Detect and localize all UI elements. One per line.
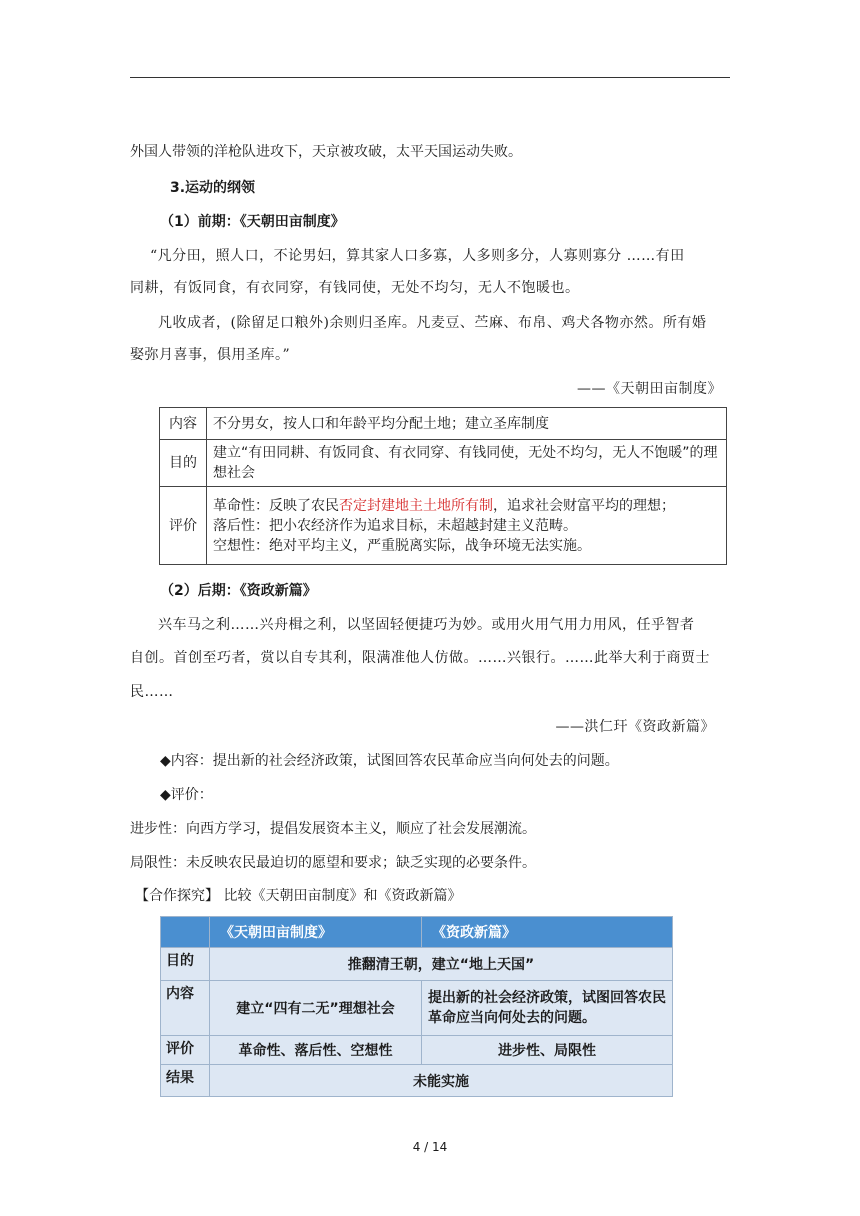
table-cell-label: 目的	[160, 440, 207, 487]
table-cell: 建立“有田同耕、有饭同食、有衣同穿、有钱同使，无处不均匀，无人不饱暖”的理想社会	[207, 440, 727, 487]
text-line: 进步性：向西方学习，提倡发展资本主义，顺应了社会发展潮流。	[130, 821, 536, 837]
table-cell-label: 内容	[160, 408, 207, 440]
subsection-heading: （1）前期：《天朝田亩制度》	[160, 214, 345, 230]
quote-line: 凡收成者，(除留足口粮外)余则归圣库。凡麦豆、苎麻、布帛、鸡犬各物亦然。所有婚	[158, 315, 707, 331]
comparison-table	[160, 916, 673, 1097]
quote-line: 民……	[130, 684, 174, 700]
table-cell: 未能实施	[210, 1065, 673, 1097]
table-cell: 提出新的社会经济政策，试图回答农民革命应当向何处去的问题。	[422, 981, 673, 1036]
evaluation-line: 空想性：绝对平均主义，严重脱离实际，战争环境无法实施。	[213, 537, 591, 554]
quote-source: ——洪仁玕《资政新篇》	[555, 719, 715, 735]
text-line: 外国人带领的洋枪队进攻下，天京被攻破，太平天国运动失败。	[130, 144, 522, 160]
table-cell: 建立“四有二无”理想社会	[210, 981, 422, 1036]
table-cell: 进步性、局限性	[422, 1036, 673, 1065]
text-line: ◆内容：提出新的社会经济政策，试图回答农民革命应当向何处去的问题。	[160, 753, 619, 769]
table-row-label: 内容	[161, 981, 210, 1036]
section-heading: 3.运动的纲领	[170, 180, 256, 196]
evaluation-text: 革命性：反映了农民	[213, 497, 339, 514]
quote-line: 同耕，有饭同食，有衣同穿，有钱同使，无处不均匀，无人不饱暖也。	[130, 280, 580, 296]
table-header: 《天朝田亩制度》	[210, 917, 422, 948]
table-cell: 不分男女，按人口和年龄平均分配土地；建立圣库制度	[207, 408, 727, 440]
text-line: ◆评价：	[160, 787, 213, 803]
table-header-corner	[161, 917, 210, 948]
table-cell-label: 评价	[160, 487, 207, 565]
evaluation-line	[213, 496, 720, 516]
quote-line: 娶弥月喜事，俱用圣库。”	[130, 347, 291, 363]
subsection-heading: （2）后期：《资政新篇》	[160, 583, 317, 599]
evaluation-line: 落后性：把小农经济作为追求目标，未超越封建主义范畴。	[213, 517, 577, 534]
table-row-label: 评价	[161, 1036, 210, 1065]
text-line: 【合作探究】 比较《天朝田亩制度》和《资政新篇》	[135, 888, 462, 904]
quote-source: ——《天朝田亩制度》	[577, 381, 722, 397]
evaluation-text: ，追求社会财富平均的理想；	[493, 497, 675, 514]
quote-line: 自创。首创至巧者，赏以自专其利，限满准他人仿做。……兴银行。……此举大利于商贾士	[130, 650, 710, 666]
table-header: 《资政新篇》	[422, 917, 673, 948]
highlight-text: 否定封建地主土地所有制	[339, 497, 493, 514]
page-number: 4 / 14	[412, 1140, 448, 1154]
table-row-label: 结果	[161, 1065, 210, 1097]
table-cell: 革命性、落后性、空想性	[210, 1036, 422, 1065]
table-cell: 推翻清王朝，建立“地上天国”	[210, 948, 673, 981]
quote-line: “凡分田，照人口，不论男妇，算其家人口多寡，人多则多分，人寡则寡分 ……有田	[150, 248, 685, 264]
text-line: 局限性：未反映农民最迫切的愿望和要求；缺乏实现的必要条件。	[130, 855, 536, 871]
header-rule	[130, 77, 730, 78]
table-row-label: 目的	[161, 948, 210, 981]
table-cell	[207, 487, 727, 565]
quote-line: 兴车马之利……兴舟楫之利，以坚固轻便捷巧为妙。或用火用气用力用风，任乎智者	[158, 617, 695, 633]
summary-table	[159, 407, 727, 565]
